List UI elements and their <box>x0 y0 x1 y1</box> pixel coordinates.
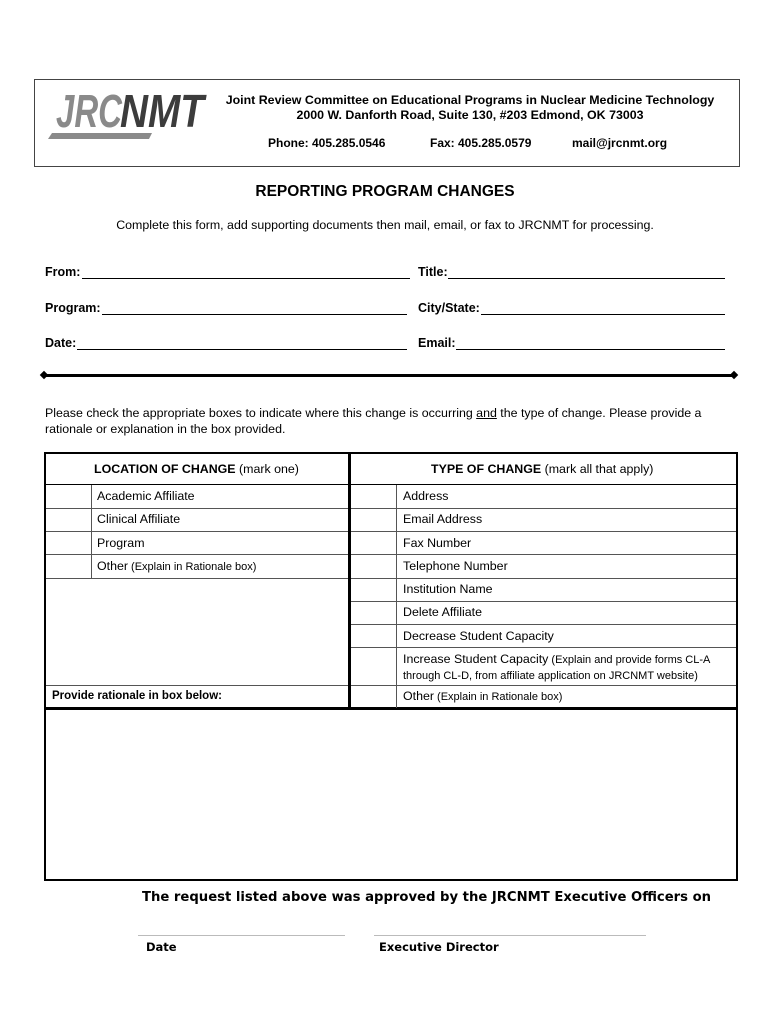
program-field[interactable] <box>102 314 407 315</box>
rationale-box[interactable] <box>44 708 738 881</box>
email-field[interactable] <box>456 349 725 350</box>
approval-statement: The request listed above was approved by the JRCNMT Executive Officers on <box>142 890 712 905</box>
type-checkbox-address[interactable] <box>353 487 395 507</box>
row-rule <box>46 578 348 579</box>
director-signature-line[interactable] <box>374 935 646 936</box>
type-telephone-number: Telephone Number <box>403 559 508 573</box>
instructions: Complete this form, add supporting documents then mail, email, or fax to JRCNMT for processing. <box>116 218 654 232</box>
type-checkbox-fax-number[interactable] <box>353 533 395 553</box>
rationale-label: Provide rationale in box below: <box>52 690 222 702</box>
row-rule <box>351 531 736 532</box>
date-field[interactable] <box>77 349 407 350</box>
type-checkbox-delete-affiliate[interactable] <box>353 603 395 623</box>
program-label: Program: <box>45 301 101 315</box>
date-signature-label: Date <box>146 940 177 954</box>
check-instructions: Please check the appropriate boxes to indicate where this change is occurring and the type of change. Please provide a rationale or explanation in the box provided. <box>45 406 702 436</box>
email-address: mail@jrcnmt.org <box>572 136 668 150</box>
location-checkbox-academic-affiliate[interactable] <box>48 487 90 507</box>
logo-jrc: JRC <box>56 85 123 137</box>
row-rule <box>46 531 348 532</box>
type-checkbox-column <box>396 485 397 708</box>
divider-right-diamond <box>730 371 738 379</box>
location-checkbox-program[interactable] <box>48 533 90 553</box>
type-checkbox-telephone-number[interactable] <box>353 556 395 577</box>
org-name: Joint Review Committee on Educational Programs in Nuclear Medicine Technology <box>225 93 715 107</box>
location-checkbox-clinical-affiliate[interactable] <box>48 510 90 530</box>
row-rule <box>351 601 736 602</box>
city-state-label: City/State: <box>418 301 480 315</box>
type-checkbox-decrease-capacity[interactable] <box>353 626 395 646</box>
table-center-divider <box>348 452 351 709</box>
email-label: Email: <box>418 336 456 350</box>
row-rule <box>351 508 736 509</box>
org-address: 2000 W. Danforth Road, Suite 130, #203 Edmond, OK 73003 <box>296 108 644 122</box>
location-checkbox-other[interactable] <box>48 556 90 577</box>
type-decrease-capacity: Decrease Student Capacity <box>403 629 554 643</box>
title-field[interactable] <box>448 278 725 279</box>
row-rule <box>351 685 736 686</box>
logo-nmt: NMT <box>120 85 208 137</box>
type-institution-name: Institution Name <box>403 582 493 596</box>
table-header-rule <box>46 484 736 485</box>
type-checkbox-other[interactable] <box>353 687 395 707</box>
row-rule <box>46 508 348 509</box>
type-checkbox-email-address[interactable] <box>353 510 395 530</box>
location-clinical-affiliate: Clinical Affiliate <box>97 512 181 526</box>
type-email-address: Email Address <box>403 512 483 526</box>
row-rule <box>351 578 736 579</box>
type-checkbox-increase-capacity[interactable] <box>353 649 395 684</box>
section-divider <box>45 374 735 377</box>
date-signature-line[interactable] <box>138 935 345 936</box>
row-rule <box>46 554 348 555</box>
row-rule <box>351 624 736 625</box>
title-label: Title: <box>418 265 448 279</box>
type-fax-number: Fax Number <box>403 536 472 550</box>
fax: Fax: 405.285.0579 <box>430 136 532 150</box>
phone: Phone: 405.285.0546 <box>268 136 386 150</box>
type-other: Other (Explain in Rationale box) <box>403 689 563 703</box>
from-field[interactable] <box>82 278 410 279</box>
type-checkbox-institution-name[interactable] <box>353 580 395 600</box>
row-rule <box>351 554 736 555</box>
row-rule <box>351 647 736 648</box>
location-academic-affiliate: Academic Affiliate <box>97 489 195 503</box>
location-other: Other (Explain in Rationale box) <box>97 559 257 573</box>
divider-left-diamond <box>40 371 48 379</box>
location-program: Program <box>97 536 145 550</box>
type-increase-capacity: Increase Student Capacity (Explain and provide forms CL-A through CL-D, from affiliate application on JRCNMT website) <box>403 652 711 682</box>
type-delete-affiliate: Delete Affiliate <box>403 605 482 619</box>
location-header: LOCATION OF CHANGE (mark one) <box>94 462 299 476</box>
from-label: From: <box>45 265 81 279</box>
city-state-field[interactable] <box>481 314 725 315</box>
jrcnmt-logo <box>44 85 209 145</box>
type-address: Address <box>403 489 449 503</box>
date-label: Date: <box>45 336 77 350</box>
type-header: TYPE OF CHANGE (mark all that apply) <box>431 462 654 476</box>
director-signature-label: Executive Director <box>379 940 499 954</box>
form-title: REPORTING PROGRAM CHANGES <box>255 183 515 200</box>
row-rule <box>46 685 348 686</box>
